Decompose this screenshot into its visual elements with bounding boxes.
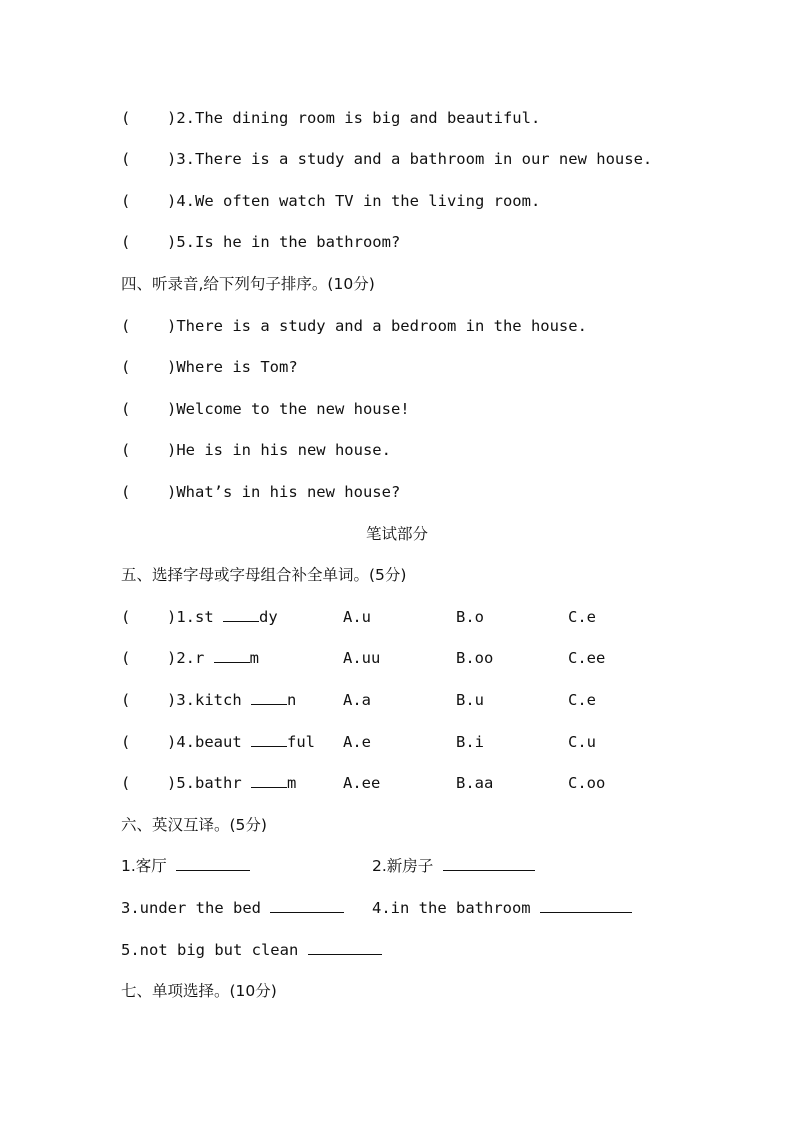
option-a[interactable]: A.a <box>343 691 371 709</box>
s4-item: ( )Welcome to the new house! <box>121 400 410 418</box>
option-a[interactable]: A.uu <box>343 649 381 667</box>
s6-q2: 2.新房子 <box>372 856 535 876</box>
answer-blank[interactable] <box>308 940 382 955</box>
s6-q5: 5.not big but clean <box>121 940 382 960</box>
s6-q1: 1.客厅 <box>121 856 250 876</box>
s3-item-4: ( )4.We often watch TV in the living room. <box>121 192 541 210</box>
s4-item: ( )Where is Tom? <box>121 358 298 376</box>
section5-heading: 五、选择字母或字母组合补全单词。(5分) <box>121 566 407 584</box>
answer-blank[interactable] <box>176 856 250 871</box>
answer-blank[interactable] <box>443 856 535 871</box>
option-b[interactable]: B.oo <box>456 649 494 667</box>
option-c[interactable]: C.e <box>568 691 596 709</box>
option-a[interactable]: A.u <box>343 608 371 626</box>
option-c[interactable]: C.ee <box>568 649 606 667</box>
option-b[interactable]: B.o <box>456 608 484 626</box>
s3-item-2-text: )2.The dining room is big and beautiful. <box>167 109 541 127</box>
answer-blank[interactable] <box>251 690 287 705</box>
section7-heading: 七、单项选择。(10分) <box>121 982 277 1000</box>
s3-item-5: ( )5.Is he in the bathroom? <box>121 233 401 251</box>
option-c[interactable]: C.e <box>568 608 596 626</box>
answer-blank[interactable] <box>270 898 344 913</box>
written-part-title: 笔试部分 <box>365 525 428 543</box>
s6-q3: 3.under the bed <box>121 898 344 918</box>
s4-item: ( )He is in his new house. <box>121 441 391 459</box>
option-a[interactable]: A.ee <box>343 774 381 792</box>
option-a[interactable]: A.e <box>343 733 371 751</box>
answer-blank[interactable] <box>251 732 287 747</box>
answer-blank[interactable] <box>540 898 632 913</box>
s3-item-2: ( )2.The dining room is big and beautiful. <box>121 109 541 127</box>
answer-blank[interactable] <box>214 648 250 663</box>
section6-heading: 六、英汉互译。(5分) <box>121 816 267 834</box>
answer-blank[interactable] <box>223 607 259 622</box>
s3-item-5-text: )5.Is he in the bathroom? <box>167 233 401 251</box>
s3-item-3: ( )3.There is a study and a bathroom in our new house. <box>121 150 653 168</box>
option-b[interactable]: B.u <box>456 691 484 709</box>
s4-item: ( )What’s in his new house? <box>121 483 401 501</box>
s6-q4: 4.in the bathroom <box>372 898 632 918</box>
section4-heading: 四、听录音,给下列句子排序。(10分) <box>121 275 375 293</box>
option-b[interactable]: B.i <box>456 733 484 751</box>
option-b[interactable]: B.aa <box>456 774 494 792</box>
s3-item-3-text: )3.There is a study and a bathroom in our new house. <box>167 150 653 168</box>
answer-blank[interactable] <box>251 773 287 788</box>
option-c[interactable]: C.u <box>568 733 596 751</box>
s3-item-4-text: )4.We often watch TV in the living room. <box>167 192 541 210</box>
s4-item: ( )There is a study and a bedroom in the house. <box>121 317 587 335</box>
option-c[interactable]: C.oo <box>568 774 606 792</box>
